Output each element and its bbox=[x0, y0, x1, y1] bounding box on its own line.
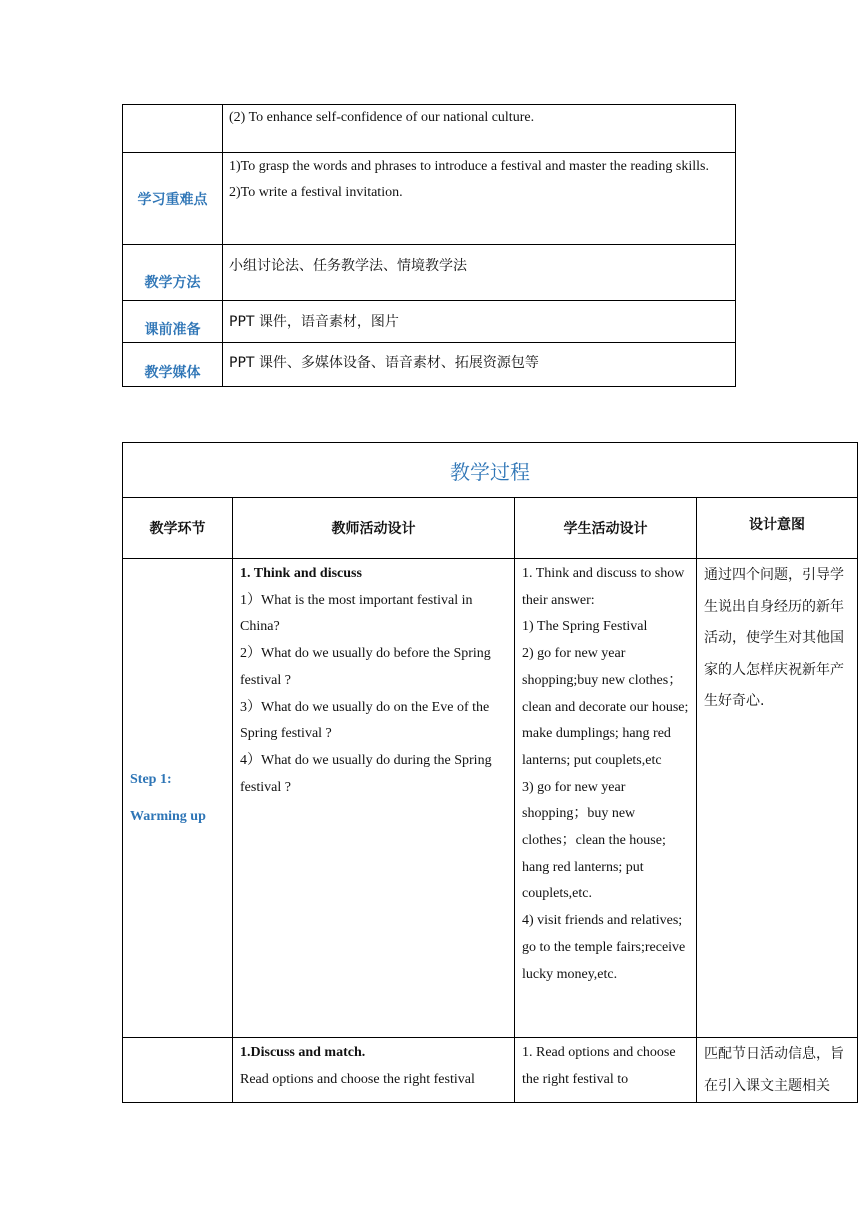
student-line: 4) visit friends and relatives; go to the temple fairs;receive lucky money,etc. bbox=[522, 913, 686, 982]
teacher-question: 4）What do we usually do during the Spring festival ? bbox=[240, 752, 492, 795]
goal-text: (2) To enhance self-confidence of our national culture. bbox=[223, 105, 736, 153]
step-label bbox=[123, 559, 233, 1038]
table-row bbox=[123, 343, 736, 387]
teacher-question: 1）What is the most important festival in China? bbox=[240, 592, 473, 635]
design-purpose: 通过四个问题，引导学生说出自身经历的新年活动，使学生对其他国家的人怎样庆祝新年产生好奇心. bbox=[697, 559, 858, 1038]
teacher-heading: 1.Discuss and match. bbox=[240, 1045, 366, 1060]
row-label bbox=[123, 105, 223, 153]
student-activity: 1. Read options and choose the right festival to bbox=[515, 1038, 697, 1103]
lesson-info-table bbox=[122, 104, 736, 387]
header-teacher: 教师活动设计 bbox=[233, 498, 515, 559]
teacher-line: Read options and choose the right festival bbox=[240, 1071, 475, 1087]
row-label: 教学媒体 bbox=[123, 343, 223, 387]
header-stage: 教学环节 bbox=[123, 498, 233, 559]
row-label: 教学方法 bbox=[123, 245, 223, 301]
preparation-text: PPT 课件，语音素材，图片 bbox=[223, 301, 736, 343]
student-line: 1) The Spring Festival bbox=[522, 619, 648, 635]
header-purpose: 设计意图 bbox=[697, 498, 858, 559]
step-label bbox=[123, 1038, 233, 1103]
design-purpose: 匹配节日活动信息，旨在引入课文主题相关 bbox=[697, 1038, 858, 1103]
key-point-1: 1)To grasp the words and phrases to introduce a festival and master the reading skills. bbox=[229, 159, 709, 174]
row-label: 学习重难点 bbox=[123, 153, 223, 245]
media-text: PPT 课件、多媒体设备、语音素材、拓展资源包等 bbox=[223, 343, 736, 387]
student-line: 2) go for new year shopping;buy new clothes；clean and decorate our house; make dumplings; hang red lanterns; put couplets,etc bbox=[522, 646, 689, 768]
table-row bbox=[123, 559, 858, 1038]
step-name: Warming up bbox=[130, 809, 206, 824]
student-activity bbox=[515, 559, 697, 1038]
table-row bbox=[123, 301, 736, 343]
table-row bbox=[123, 245, 736, 301]
student-line: 1. Think and discuss to show their answer: bbox=[522, 566, 685, 608]
teacher-activity bbox=[233, 559, 515, 1038]
header-student: 学生活动设计 bbox=[515, 498, 697, 559]
table-row bbox=[123, 153, 736, 245]
header-row bbox=[123, 498, 858, 559]
teacher-heading: 1. Think and discuss bbox=[240, 566, 362, 581]
step-number: Step 1: bbox=[130, 772, 172, 787]
teacher-question: 3）What do we usually do on the Eve of the Spring festival ? bbox=[240, 699, 490, 742]
key-points-text bbox=[223, 153, 736, 245]
table-row bbox=[123, 105, 736, 153]
teaching-process-table bbox=[122, 442, 858, 1103]
table-title-row bbox=[123, 443, 858, 498]
table-row bbox=[123, 1038, 858, 1103]
table-title: 教学过程 bbox=[123, 443, 858, 498]
teacher-question: 2）What do we usually do before the Spring festival ? bbox=[240, 646, 491, 688]
key-point-2: 2)To write a festival invitation. bbox=[229, 185, 403, 200]
student-line: 3) go for new year shopping；buy new clothes；clean the house; hang red lanterns; put couplets,etc. bbox=[522, 779, 666, 902]
teaching-methods-text: 小组讨论法、任务教学法、情境教学法 bbox=[223, 245, 736, 301]
row-label: 课前准备 bbox=[123, 301, 223, 343]
teacher-activity bbox=[233, 1038, 515, 1103]
